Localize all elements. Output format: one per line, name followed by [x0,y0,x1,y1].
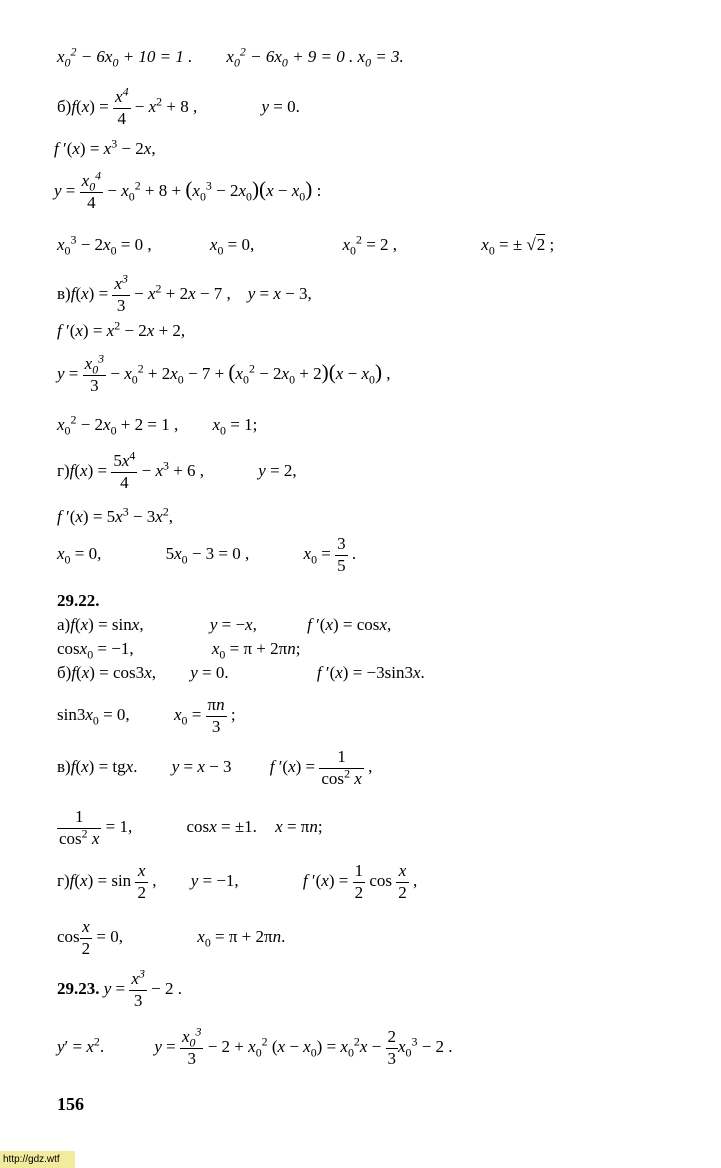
equation-line: y = $\frac{x_0^3}{3}$ − $x_0^2 + 2x_0 - 7 + (x_0^2 - 2x_0 + 2)(x - x_0)$ , [57,351,391,395]
equation-line: б)f(x) = $\frac{x^4}{4}$ − $x^2 + 8$ , y = 0. [57,84,300,128]
item-label-v: в) [57,757,71,777]
item-label-g: г) [57,871,70,891]
equation-line: в)f(x) = $\frac{x^3}{3}$ − $x^2 + 2x - 7$ , y = x − 3, [57,271,312,315]
equation-line: $\frac{1}{\cos^2 x}$ = 1, cosx = ±1. x = πn; [59,807,323,848]
equation-line: cosx$_0$ = −1, $x_0 = \pi + 2\pi n$; [57,639,301,662]
item-label-b: б) [57,97,72,117]
equation-line: $y' = x^2$. y = $\frac{x_0^3}{3}$ − $2 + x_0^2$ $(x - x_0) = x_0^2x$ − $\frac{2}{3}$ $x_0^3 - 2$ . [57,1024,453,1068]
item-label-a: а) [57,615,71,634]
equation-line: cos $\frac{x}{2}$ = 0, $x_0 = \pi + 2\pi n$. [57,917,286,958]
item-label-v: в) [57,284,71,304]
item-label-g: г) [57,461,70,481]
equation-line: f $'(x) = 5x^3 - 3x^2$, [57,504,174,526]
equation-line: в)f(x) = tgx. y = x − 3 f ′(x) = $\frac{1}{\cos^2 x}$ , [57,747,373,788]
equation-line: y = $\frac{x_0^4}{4}$ − $x_0^2 + 8 + (x_0^3 - 2x_0)(x - x_0)$ : [54,168,322,212]
equation-line: $x_0^2 - 6x_0 + 10 = 1$ . $x_0^2 - 6x_0 + 9 = 0$ . $x_0 = 3$. [57,44,404,70]
equation-line: а)f(x) = sinx, y = −x, f ′(x) = cosx, [57,615,392,634]
equation-line: г)f(x) = sin $\frac{x}{2}$ , y = −1, f ′(x) = $\frac{1}{2}$ cos $\frac{x}{2}$ , [57,861,418,902]
problem-number: 29.23. [57,979,100,999]
equation-line: $x_0 = 0$, $5x_0 - 3 = 0$ , $x_0$ = $\frac{3}{5}$ . [57,534,357,575]
site-link[interactable]: http://gdz.wtf [0,1151,75,1168]
problem-number: 29.22. [57,591,100,610]
page-number: 156 [57,1094,84,1114]
equation-line: f $'(x) = x^3 - 2x$, [54,136,156,158]
equation-line: г)f(x) = $\frac{5x^4}{4}$ − $x^3 + 6$ , y = 2, [57,448,297,492]
equation-line: f $'(x) = x^2 - 2x + 2$, [57,318,186,340]
equation-line: б)f(x) = cos3x, y = 0. f ′(x) = −3sin3x. [57,663,425,682]
item-label-b: б) [57,663,72,682]
equation-line: $x_0^3 - 2x_0 = 0$ , $x_0 = 0$, $x_0^2 = 2$ , $x_0$ = ± √2 ; [57,232,555,258]
equation-line: $x_0^2 - 2x_0 + 2 = 1$ , $x_0 = 1$; [57,412,258,438]
equation-line: 29.23. y = $\frac{x^3}{3}$ − 2 . [57,966,182,1010]
equation-line: $\sin 3x_0 = 0$, $x_0$ = $\frac{\pi n}{3}$ ; [57,695,236,736]
